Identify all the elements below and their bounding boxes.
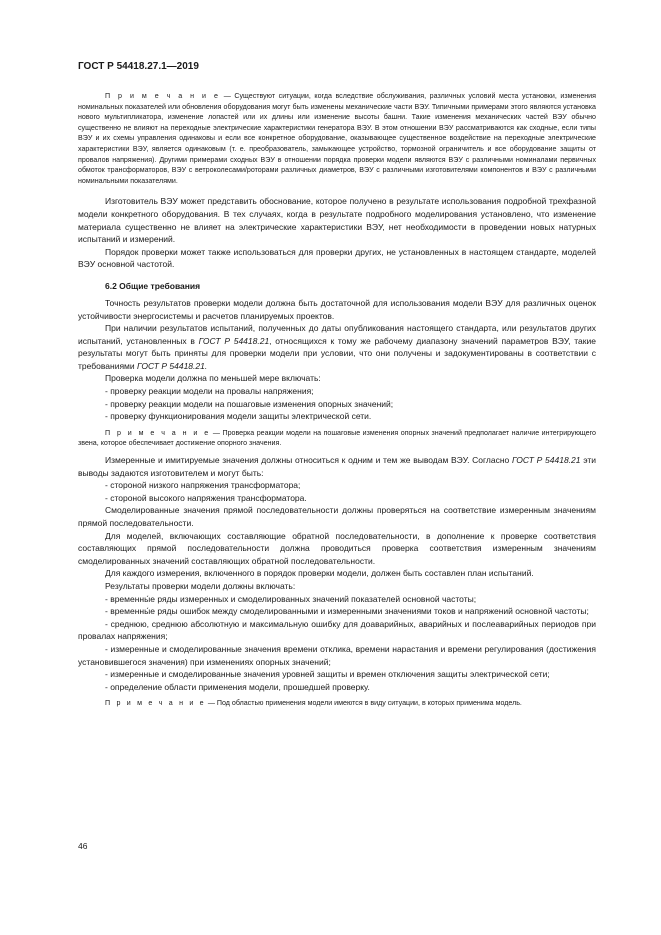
standard-reference: ГОСТ Р 54418.21: [511, 455, 581, 466]
paragraph-2: Порядок проверки может также использоваться для проверки других, не установленных в настоящем стандарте, моделей ВЭУ основной частотой.: [78, 246, 596, 270]
note-label: П р и м е ч а н и е: [105, 92, 221, 100]
list-item: - среднюю, среднюю абсолютную и максимальную ошибку для доаварийных, аварийных и послеаварийных периодов при провалах напряжения;: [78, 618, 596, 642]
page-content: [78, 91, 596, 709]
standard-reference: ГОСТ Р 54418.21.: [137, 360, 208, 371]
section-heading: 6.2 Общие требования: [105, 280, 201, 291]
note-3-text: Под областью применения модели имеются в виду ситуации, в которых применима модель.: [216, 699, 522, 708]
note-1: [78, 91, 596, 186]
note-3: [78, 698, 596, 709]
paragraph-4-text-b: , относящихся к тому же рабочему диапазону значений параметров ВЭУ, такие результаты могут быть приняты для проверки модели при условии, что они получены и задокументированы в соответствии с требованиями: [78, 335, 596, 371]
note-dash: —: [205, 699, 217, 708]
list-item: - проверку реакции модели на пошаговые изменения опорных значений;: [105, 398, 394, 409]
page-number: 46: [78, 841, 88, 851]
note-dash: —: [210, 428, 223, 437]
note-label: П р и м е ч а н и е: [105, 428, 211, 437]
paragraph-6-text-a: Измеренные и имитируемые значения должны относиться к одним и тем же выводам ВЭУ. Согласно: [105, 455, 512, 466]
paragraph-1: Изготовитель ВЭУ может представить обоснование, которое получено в результате использования подробной трехфазной модели конкретного оборудования. В тех случаях, когда в результате подробного моделирования установлено, что изменение материала существенно не влияет на электрические характеристики ВЭУ, нет необходимости в проведении новых натурных испытаний и измерений.: [78, 196, 596, 245]
paragraph-8: Для моделей, включающих составляющие обратной последовательности, в дополнение к проверке соответствия составляющих прямой последовательности должна проводиться проверка соответствия измеренным значениям смоделированных значений составляющих обратной последовательности.: [78, 530, 596, 566]
list-item: - временны́е ряды ошибок между смоделированными и измеренными значениями токов и напряжений основной частоты;: [105, 606, 589, 617]
paragraph-4: [78, 322, 596, 372]
paragraph-10: Результаты проверки модели должны включать:: [105, 580, 296, 591]
standard-reference: ГОСТ Р 54418.21: [198, 335, 270, 346]
paragraph-6-text-b: эти выводы задаются изготовителем и могут быть:: [78, 455, 596, 478]
list-item: - стороной высокого напряжения трансформатора.: [105, 492, 307, 503]
list-item: - измеренные и смоделированные значения уровней защиты и времен отключения защиты электрической сети;: [105, 669, 550, 680]
paragraph-9: Для каждого измерения, включенного в порядок проверки модели, должен быть составлен план испытаний.: [105, 568, 534, 579]
list-item: - измеренные и смоделированные значения времени отклика, времени нарастания и времени регулирования (достижения установившегося значения) при изменениях опорных значений;: [78, 643, 596, 667]
paragraph-4-text-a: При наличии результатов испытаний, полученных до даты опубликования настоящего стандарта, или результатов других испытаний, установленных в: [78, 323, 596, 346]
list-item: - временны́е ряды измеренных и смоделированных значений показателей основной частоты;: [105, 593, 477, 604]
list-item: - стороной низкого напряжения трансформатора;: [105, 480, 301, 491]
note-2: [78, 428, 596, 449]
standard-header: ГОСТ Р 54418.27.1—2019: [78, 61, 199, 72]
list-item: - проверку функционирования модели защиты электрической сети.: [105, 411, 372, 422]
list-item: - определение области применения модели, прошедшей проверку.: [105, 681, 370, 692]
note-label: П р и м е ч а н и е: [105, 699, 206, 708]
paragraph-7: Смоделированные значения прямой последовательности должны проверяться на соответствие измеренным значениям прямой последовательности.: [78, 505, 596, 528]
paragraph-3: Точность результатов проверки модели должна быть достаточной для использования модели ВЭУ для различных оценок устойчивости энергосистемы и расчетов планируемых проектов.: [78, 297, 596, 321]
paragraph-5: Проверка модели должна по меньшей мере включать:: [105, 373, 321, 384]
note-dash: —: [220, 92, 235, 100]
list-item: - проверку реакции модели на провалы напряжения;: [105, 386, 314, 397]
note-2-text: Проверка реакции модели на пошаговые изменения опорных значений предполагает наличие интегрирующего звена, которое обеспечивает достижение опорного значения.: [78, 428, 596, 448]
paragraph-6: [78, 454, 596, 479]
note-1-text: Существуют ситуации, когда вследствие обслуживания, различных условий места установки, изменения номинальных показателей или обновления оборудования могут быть изменены механические части ВЭУ. Типичными примерами этого являются установка нового мультипликатора, изменение лопастей или их длины или изменение высоты башни. Такие изменения механических частей ВЭУ обычно существенно не влияют на переходные электрические характеристики генератора ВЭУ. В этом отношении ВЭУ рассматриваются как сходные, если типы ВЭУ и их схемы управления одинаковы и если все конкретное оборудование, оказывающее существенное воздействие на переходные электрические характеристики ВЭУ, является одинаковым (т. е. преобразователь, замыкающее устройство, тормозной ограничитель и все оборудование защиты от провалов напряжения). Другими примерами сходных ВЭУ в отношении порядка проверки модели являются ВЭУ с различными номиналами первичных обмоток трансформаторов, ВЭУ с ветроколесами/роторами различных диаметров, ВЭУ с различными изготовителями компонентов и ВЭУ с различными номинальными показателями.: [78, 92, 596, 185]
